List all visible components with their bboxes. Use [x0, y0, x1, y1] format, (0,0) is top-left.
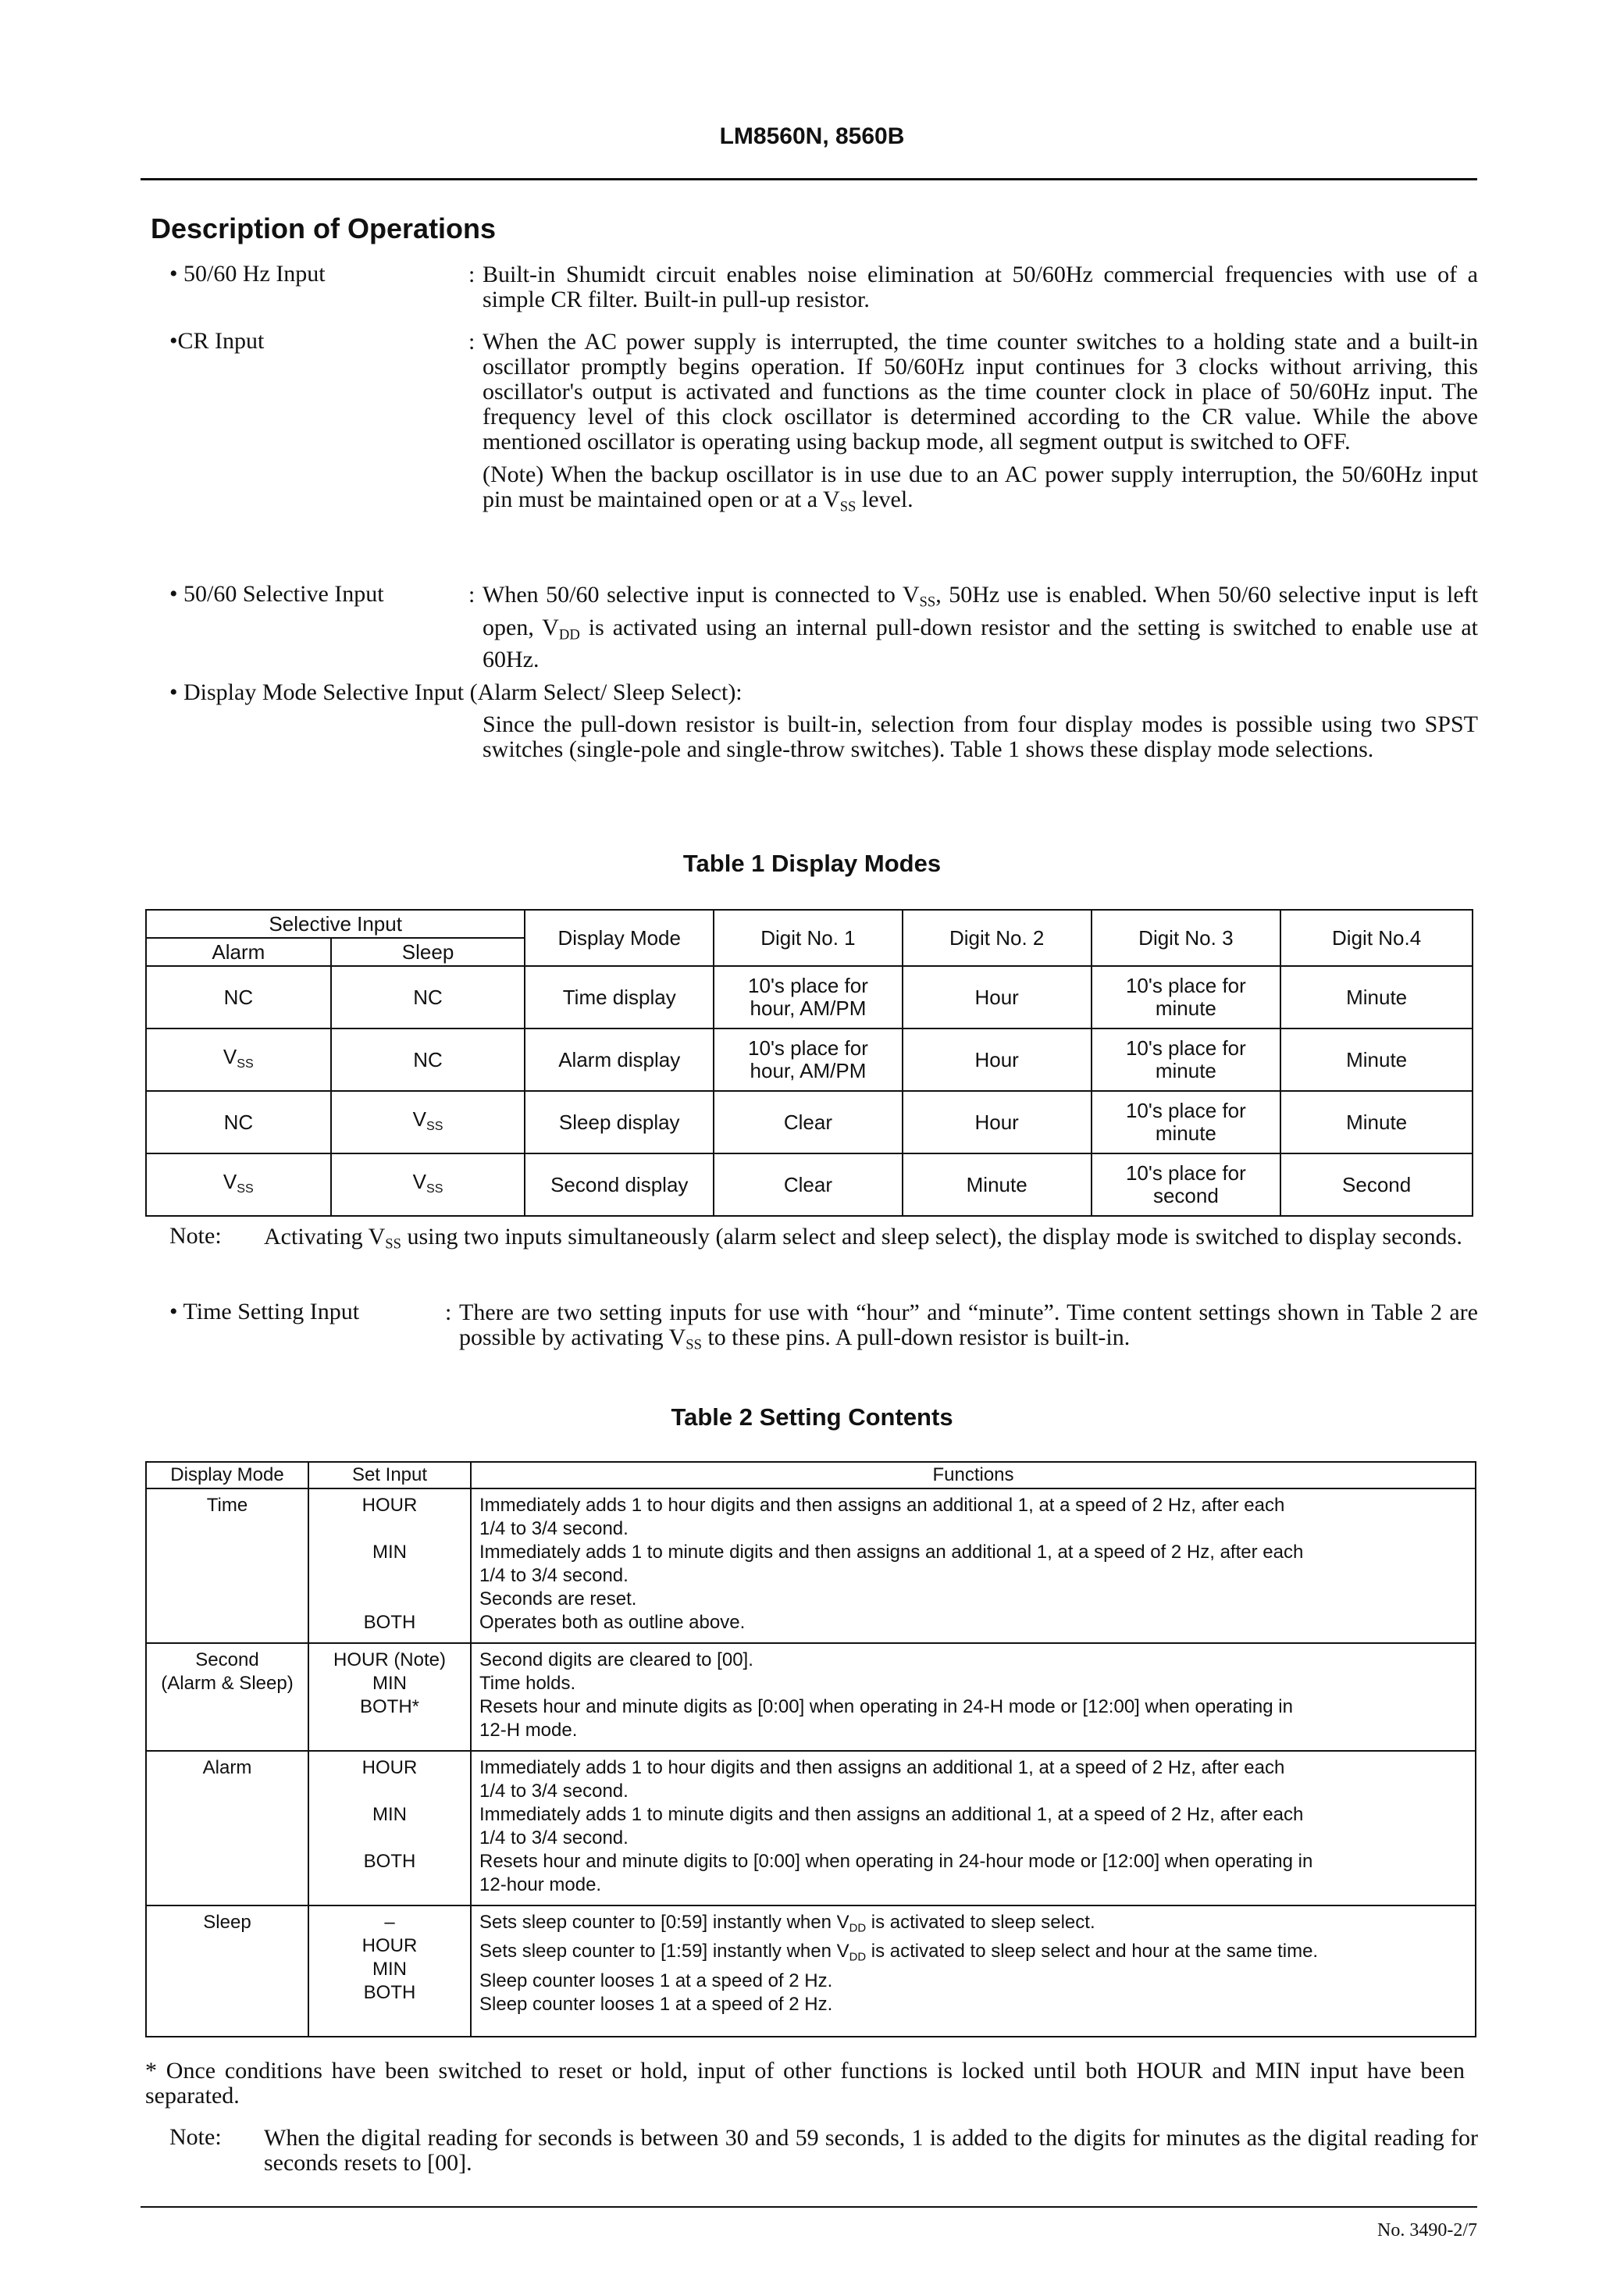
table2-mode-cell: Time — [146, 1488, 308, 1643]
table1-cell: 10's place for minute — [1092, 966, 1281, 1028]
table2-mode-cell: Alarm — [146, 1751, 308, 1905]
table-row — [146, 1091, 1473, 1153]
table1-cell: 10's place for hour, AM/PM — [714, 966, 903, 1028]
table1-caption: Table 1 Display Modes — [682, 850, 942, 877]
table1-cell: Alarm display — [525, 1028, 714, 1091]
table1-cell: Hour — [903, 1028, 1092, 1091]
note1-label: Note: — [169, 1223, 222, 1249]
table1-header-digit1: Digit No. 1 — [714, 910, 903, 966]
table1-header-alarm: Alarm — [146, 938, 331, 966]
desc-hz-input-text: Built-in Shumidt circuit enables noise elimination at 50/60Hz commercial frequencies with use of a simple CR filter. Built-in pull-up resistor. — [483, 262, 1478, 312]
term-hz-input: • 50/60 Hz Input — [169, 261, 326, 287]
table1-cell: Clear — [714, 1153, 903, 1216]
table-row — [146, 1153, 1473, 1216]
table2-functions-cell: Second digits are cleared to [00]. Time holds. Resets hour and minute digits as [0:00] when operating in 24-H mode or [12:00] when operating in 12-H mode. — [471, 1643, 1476, 1751]
desc-display-mode-text: Since the pull-down resistor is built-in, selection from four display modes is possible using two SPST switches (single-pole and single-throw switches). Table 1 shows these display mode selections. — [483, 711, 1478, 762]
table1-cell: $V_{SS}$ — [331, 1091, 525, 1153]
table2-mode-cell: Sleep — [146, 1905, 308, 2037]
table1-header-digit4: Digit No.4 — [1280, 910, 1473, 966]
table1-header-sleep: Sleep — [331, 938, 525, 966]
header-rule — [141, 178, 1477, 180]
table2-functions-cell: Immediately adds 1 to hour digits and then assigns an additional 1, at a speed of 2 Hz, after each 1/4 to 3/4 second. Immediately adds 1 to minute digits and then assigns an additional 1, at a speed of 2 Hz, after each 1/4 to 3/4 second. Resets hour and minute digits to [0:00] when operating in 24-hour mode or [12:00] when operating in 12-hour mode. — [471, 1751, 1476, 1905]
table-row — [146, 1643, 1476, 1751]
table-row — [146, 966, 1473, 1028]
table1-cell: Clear — [714, 1091, 903, 1153]
setting-contents-table — [145, 1461, 1476, 2037]
table2-set-cell: HOUR MIN BOTH — [308, 1488, 471, 1643]
table-row — [146, 1905, 1476, 2037]
term-time-setting: • Time Setting Input — [169, 1299, 360, 1324]
table1-cell: $V_{SS}$ — [146, 1153, 331, 1216]
table2-set-cell: HOUR MIN BOTH — [308, 1751, 471, 1905]
table1-cell: Time display — [525, 966, 714, 1028]
term-cr-input: •CR Input — [169, 328, 265, 354]
table1-cell: 10's place for minute — [1092, 1028, 1281, 1091]
table2-header-functions: Functions — [471, 1462, 1476, 1488]
desc-cr-input-text: When the AC power supply is interrupted, the time counter switches to a holding state and a built-in oscillator promptly begins operation. If 50/60Hz input continues for 3 clocks without arriving, this oscillator's output is activated and functions as the time counter clock in place of 50/60Hz input. The frequency level of this clock oscillator is determined according to the CR value. While the above mentioned oscillator is operating using backup mode, all segment output is switched to OFF. — [483, 329, 1478, 455]
table2-header-set-input: Set Input — [308, 1462, 471, 1488]
footnote-text: * Once conditions have been switched to reset or hold, input of other functions is locked until both HOUR and MIN input have been separated. — [145, 2058, 1465, 2109]
table2-functions-cell: Sets sleep counter to [0:59] instantly when $V_{DD}$ is activated to sleep select. Sets sleep counter to [1:59] instantly when $V_{DD}$ is activated to sleep select and hour at the same time. Sleep counter looses 1 at a speed of 2 Hz. Sleep counter looses 1 at a speed of 2 Hz. — [471, 1905, 1476, 2037]
term-display-mode: • Display Mode Selective Input (Alarm Select/ Sleep Select): — [169, 679, 743, 705]
table1-header-digit2: Digit No. 2 — [903, 910, 1092, 966]
table2-caption: Table 2 Setting Contents — [671, 1403, 953, 1431]
table1-cell: Minute — [903, 1153, 1092, 1216]
page-header-title: LM8560N, 8560B — [719, 123, 905, 149]
table2-set-cell: – HOUR MIN BOTH — [308, 1905, 471, 2037]
table2-header-display-mode: Display Mode — [146, 1462, 308, 1488]
note1-text: Activating $V_{SS}$ using two inputs simultaneously (alarm select and sleep select), the display mode is switched to display seconds. — [264, 1224, 1462, 1253]
desc-time-setting-text: There are two setting inputs for use with “hour” and “minute”. Time content settings shown in Table 2 are possible by activating $V_{SS}$ to these pins. A pull-down resistor is built-in. — [459, 1299, 1478, 1353]
footer-rule — [141, 2206, 1477, 2208]
table-row — [146, 1751, 1476, 1905]
table1-cell: NC — [146, 1091, 331, 1153]
table1-header-digit3: Digit No. 3 — [1092, 910, 1281, 966]
table1-cell: Hour — [903, 1091, 1092, 1153]
document-number: No. 3490-2/7 — [1377, 2220, 1477, 2241]
table1-cell: Minute — [1280, 966, 1473, 1028]
table1-cell: Minute — [1280, 1091, 1473, 1153]
table1-cell: 10's place for minute — [1092, 1091, 1281, 1153]
desc-time-setting: : There are two setting inputs for use with “hour” and “minute”. Time content settings shown in Table 2 are possible by activating $V_{SS}$ to these pins. A pull-down resistor is built-in. — [459, 1300, 1478, 1358]
display-modes-table — [145, 909, 1473, 1217]
table1-cell: NC — [146, 966, 331, 1028]
table2-mode-cell: Second (Alarm & Sleep) — [146, 1643, 308, 1751]
table1-header-display-mode: Display Mode — [525, 910, 714, 966]
table1-cell: 10's place for hour, AM/PM — [714, 1028, 903, 1091]
desc-hz-input: : Built-in Shumidt circuit enables noise elimination at 50/60Hz commercial frequencies with use of a simple CR filter. Built-in pull-up resistor. — [468, 262, 1478, 312]
table1-cell: Hour — [903, 966, 1092, 1028]
desc-display-mode — [483, 712, 1478, 762]
note2-text: When the digital reading for seconds is between 30 and 59 seconds, 1 is added to the digits for minutes as the digital reading for seconds resets to [00]. — [264, 2125, 1478, 2176]
desc-cr-input: : When the AC power supply is interrupted, the time counter switches to a holding state and a built-in oscillator promptly begins operation. If 50/60Hz input continues for 3 clocks without arriving, this oscillator's output is activated and functions as the time counter clock in place of 50/60Hz input. The frequency level of this clock oscillator is determined according to the CR value. While the above mentioned oscillator is operating using backup mode, all segment output is switched to OFF. (Note) When the backup oscillator is in use due to an AC power supply interruption, the 50/60Hz input pin must be maintained open or at a $V_{SS}$ level. — [483, 330, 1478, 520]
desc-selective-input: : When 50/60 selective input is connected to $V_{SS}$, 50Hz use is enabled. When 50/60 selective input is left open, $V_{DD}$ is activated using an internal pull-down resistor and the setting is switched to enable use at 60Hz. — [468, 582, 1478, 673]
table2-set-cell: HOUR (Note) MIN BOTH* — [308, 1643, 471, 1751]
table1-header-selective-input: Selective Input — [146, 910, 525, 938]
table1-cell: $V_{SS}$ — [331, 1153, 525, 1216]
desc-selective-input-text: When 50/60 selective input is connected to $V_{SS}$, 50Hz use is enabled. When 50/60 selective input is left open, $V_{DD}$ is activated using an internal pull-down resistor and the setting is switched to enable use at 60Hz. — [483, 582, 1478, 673]
table1-cell: 10's place for second — [1092, 1153, 1281, 1216]
table1-cell: Second — [1280, 1153, 1473, 1216]
table1-cell: NC — [331, 966, 525, 1028]
section-title: Description of Operations — [151, 212, 497, 244]
table1-cell: $V_{SS}$ — [146, 1028, 331, 1091]
footnote — [145, 2059, 1465, 2109]
term-selective-input: • 50/60 Selective Input — [169, 581, 384, 607]
table1-cell: Minute — [1280, 1028, 1473, 1091]
desc-cr-input-note: (Note) When the backup oscillator is in use due to an AC power supply interruption, the 50/60Hz input pin must be maintained open or at a $V_{SS}$ level. — [483, 462, 1478, 515]
note2-label: Note: — [169, 2124, 222, 2150]
table-row — [146, 1028, 1473, 1091]
table1-cell: Second display — [525, 1153, 714, 1216]
table-row — [146, 1488, 1476, 1643]
table2-functions-cell: Immediately adds 1 to hour digits and then assigns an additional 1, at a speed of 2 Hz, after each 1/4 to 3/4 second. Immediately adds 1 to minute digits and then assigns an additional 1, at a speed of 2 Hz, after each 1/4 to 3/4 second. Seconds are reset. Operates both as outline above. — [471, 1488, 1476, 1643]
table1-cell: Sleep display — [525, 1091, 714, 1153]
table1-cell: NC — [331, 1028, 525, 1091]
